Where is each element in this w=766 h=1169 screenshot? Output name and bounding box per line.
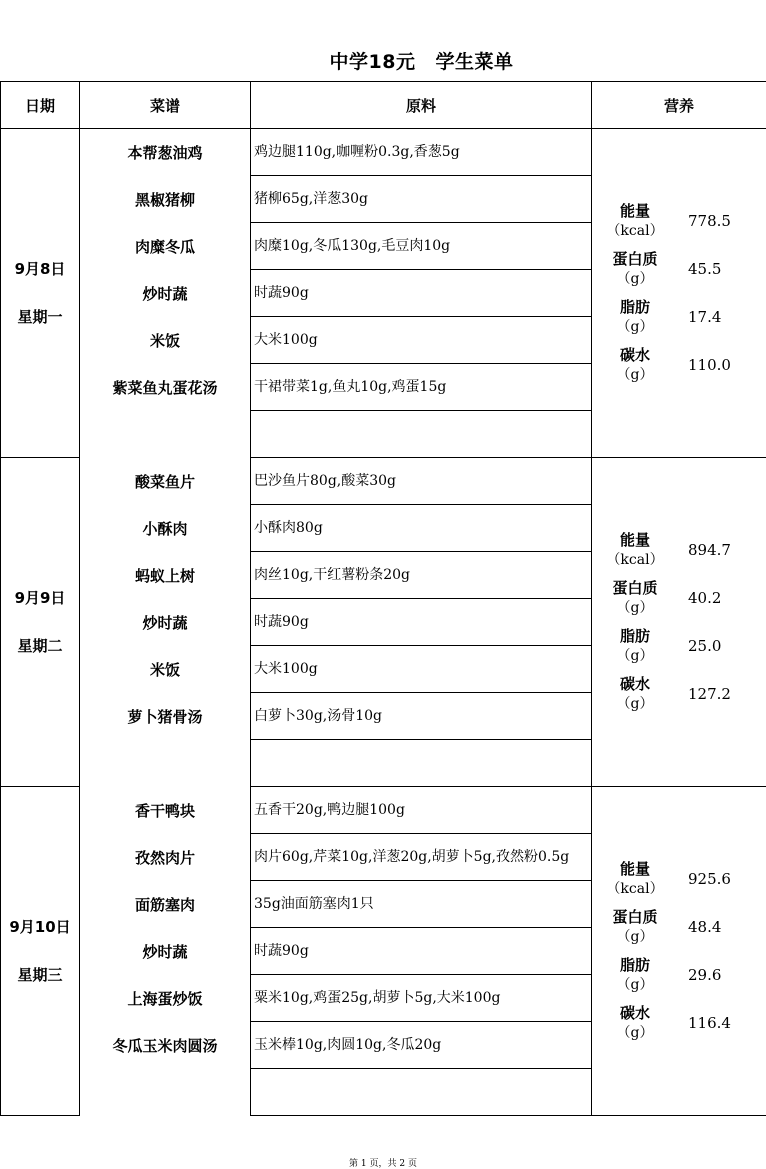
- dish-ingredients: 巴沙鱼片80g,酸菜30g: [251, 458, 592, 505]
- nutrient-unit: （g）: [616, 648, 654, 664]
- day-weekday: 星期二: [17, 637, 63, 655]
- dish-ingredients: 肉片60g,芹菜10g,洋葱20g,胡萝卜5g,孜然粉0.5g: [251, 834, 592, 881]
- dish-ingredients: [251, 1069, 592, 1116]
- nutrient-value: 40.2: [688, 589, 722, 607]
- header-ingredients: 原料: [251, 82, 592, 129]
- dish-name: 肉糜冬瓜: [80, 223, 251, 270]
- nutrient-name: 脂肪: [619, 956, 650, 974]
- dish-ingredients: 粟米10g,鸡蛋25g,胡萝卜5g,大米100g: [251, 975, 592, 1022]
- nutrition-row: [602, 674, 766, 714]
- page-title: [0, 47, 766, 74]
- dish-name: 炒时蔬: [80, 928, 251, 975]
- dish-name: 米饭: [80, 646, 251, 693]
- dish-name: 面筋塞肉: [80, 881, 251, 928]
- day-date: 9月9日: [14, 589, 66, 607]
- dish-ingredients: 大米100g: [251, 317, 592, 364]
- nutrition-cell: [592, 787, 766, 1116]
- nutrient-name: 碳水: [619, 1004, 650, 1022]
- nutrient-value: 25.0: [688, 637, 722, 655]
- nutrient-label: [602, 674, 668, 714]
- nutrient-value: 127.2: [688, 685, 731, 703]
- nutrient-label: [602, 907, 668, 947]
- menu-body: [1, 129, 766, 1116]
- nutrition-list: [592, 201, 766, 385]
- dish-name: 本帮葱油鸡: [80, 129, 251, 176]
- nutrition-row: [602, 530, 766, 570]
- nutrition-row: [602, 249, 766, 289]
- menu-table: [0, 81, 766, 1116]
- nutrient-label: [602, 345, 668, 385]
- nutrient-value: 48.4: [688, 918, 722, 936]
- dish-ingredients: 35g油面筋塞肉1只: [251, 881, 592, 928]
- nutrient-unit: （g）: [616, 271, 654, 287]
- dish-name: [80, 740, 251, 787]
- page-footer: 第 1 页，共 2 页: [349, 1159, 417, 1169]
- dish-name: 孜然肉片: [80, 834, 251, 881]
- header-row: [1, 82, 766, 129]
- nutrient-label: [602, 201, 668, 241]
- day-date-cell: [1, 458, 80, 787]
- nutrition-row: [602, 859, 766, 899]
- nutrition-row: [602, 578, 766, 618]
- nutrient-name: 蛋白质: [612, 579, 658, 597]
- nutrition-row: [602, 626, 766, 666]
- nutrient-value: 110.0: [688, 356, 731, 374]
- nutrient-label: [602, 297, 668, 337]
- nutrition-row: [602, 1003, 766, 1043]
- nutrition-row: [602, 201, 766, 241]
- day-date: 9月8日: [14, 260, 66, 278]
- dish-ingredients: [251, 411, 592, 458]
- dish-ingredients: [251, 740, 592, 787]
- nutrient-value: 894.7: [688, 541, 731, 559]
- nutrition-row: [602, 297, 766, 337]
- nutrient-label: [602, 530, 668, 570]
- dish-ingredients: 鸡边腿110g,咖喱粉0.3g,香葱5g: [251, 129, 592, 176]
- dish-ingredients: 肉糜10g,冬瓜130g,毛豆肉10g: [251, 223, 592, 270]
- dish-ingredients: 时蔬90g: [251, 599, 592, 646]
- nutrient-value: 29.6: [688, 966, 722, 984]
- dish-ingredients: 干裙带菜1g,鱼丸10g,鸡蛋15g: [251, 364, 592, 411]
- dish-ingredients: 五香干20g,鸭边腿100g: [251, 787, 592, 834]
- table-row: [1, 458, 766, 505]
- title-school: 中学18元: [329, 51, 416, 73]
- dish-name: 小酥肉: [80, 505, 251, 552]
- day-date-cell: [1, 129, 80, 458]
- dish-name: [80, 411, 251, 458]
- nutrient-unit: （g）: [616, 929, 654, 945]
- dish-name: 米饭: [80, 317, 251, 364]
- dish-ingredients: 猪柳65g,洋葱30g: [251, 176, 592, 223]
- dish-name: 香干鸭块: [80, 787, 251, 834]
- dish-ingredients: 时蔬90g: [251, 270, 592, 317]
- dish-ingredients: 白萝卜30g,汤骨10g: [251, 693, 592, 740]
- table-row: [1, 787, 766, 834]
- header-recipe: 菜谱: [80, 82, 251, 129]
- nutrient-value: 778.5: [688, 212, 731, 230]
- dish-name: 萝卜猪骨汤: [80, 693, 251, 740]
- nutrient-name: 脂肪: [619, 627, 650, 645]
- nutrient-label: [602, 955, 668, 995]
- nutrient-label: [602, 626, 668, 666]
- nutrient-label: [602, 249, 668, 289]
- nutrient-name: 能量: [619, 531, 650, 549]
- nutrient-unit: （g）: [616, 600, 654, 616]
- dish-name: 炒时蔬: [80, 599, 251, 646]
- day-weekday: 星期一: [17, 308, 63, 326]
- nutrient-value: 925.6: [688, 870, 731, 888]
- dish-ingredients: 肉丝10g,干红薯粉条20g: [251, 552, 592, 599]
- nutrition-row: [602, 345, 766, 385]
- dish-name: 酸菜鱼片: [80, 458, 251, 505]
- nutrient-label: [602, 859, 668, 899]
- nutrient-label: [602, 1003, 668, 1043]
- nutrient-name: 脂肪: [619, 298, 650, 316]
- table-row: [1, 129, 766, 176]
- dish-ingredients: 玉米棒10g,肉圆10g,冬瓜20g: [251, 1022, 592, 1069]
- title-menu: 学生菜单: [435, 51, 514, 73]
- nutrient-value: 45.5: [688, 260, 722, 278]
- dish-ingredients: 小酥肉80g: [251, 505, 592, 552]
- nutrient-unit: （g）: [616, 319, 654, 335]
- dish-ingredients: 大米100g: [251, 646, 592, 693]
- nutrient-unit: （kcal）: [606, 552, 664, 568]
- header-nutrition: 营养: [592, 82, 766, 129]
- nutrient-name: 蛋白质: [612, 908, 658, 926]
- nutrition-row: [602, 955, 766, 995]
- nutrient-unit: （kcal）: [606, 223, 664, 239]
- dish-name: 上海蛋炒饭: [80, 975, 251, 1022]
- nutrient-value: 17.4: [688, 308, 722, 326]
- nutrient-name: 能量: [619, 860, 650, 878]
- dish-name: 炒时蔬: [80, 270, 251, 317]
- nutrient-name: 能量: [619, 202, 650, 220]
- dish-name: 蚂蚁上树: [80, 552, 251, 599]
- dish-name: [80, 1069, 251, 1116]
- nutrient-value: 116.4: [688, 1014, 731, 1032]
- nutrient-name: 碳水: [619, 675, 650, 693]
- nutrient-label: [602, 578, 668, 618]
- day-weekday: 星期三: [17, 966, 63, 984]
- dish-ingredients: 时蔬90g: [251, 928, 592, 975]
- nutrient-unit: （kcal）: [606, 881, 664, 897]
- nutrition-row: [602, 907, 766, 947]
- nutrition-cell: [592, 129, 766, 458]
- nutrient-name: 碳水: [619, 346, 650, 364]
- dish-name: 黑椒猪柳: [80, 176, 251, 223]
- dish-name: 冬瓜玉米肉圆汤: [80, 1022, 251, 1069]
- nutrition-list: [592, 530, 766, 714]
- nutrient-unit: （g）: [616, 367, 654, 383]
- nutrient-unit: （g）: [616, 977, 654, 993]
- nutrient-unit: （g）: [616, 696, 654, 712]
- nutrition-cell: [592, 458, 766, 787]
- day-date: 9月10日: [9, 918, 71, 936]
- nutrition-list: [592, 859, 766, 1043]
- nutrient-unit: （g）: [616, 1025, 654, 1041]
- nutrient-name: 蛋白质: [612, 250, 658, 268]
- header-date: 日期: [1, 82, 80, 129]
- day-date-cell: [1, 787, 80, 1116]
- dish-name: 紫菜鱼丸蛋花汤: [80, 364, 251, 411]
